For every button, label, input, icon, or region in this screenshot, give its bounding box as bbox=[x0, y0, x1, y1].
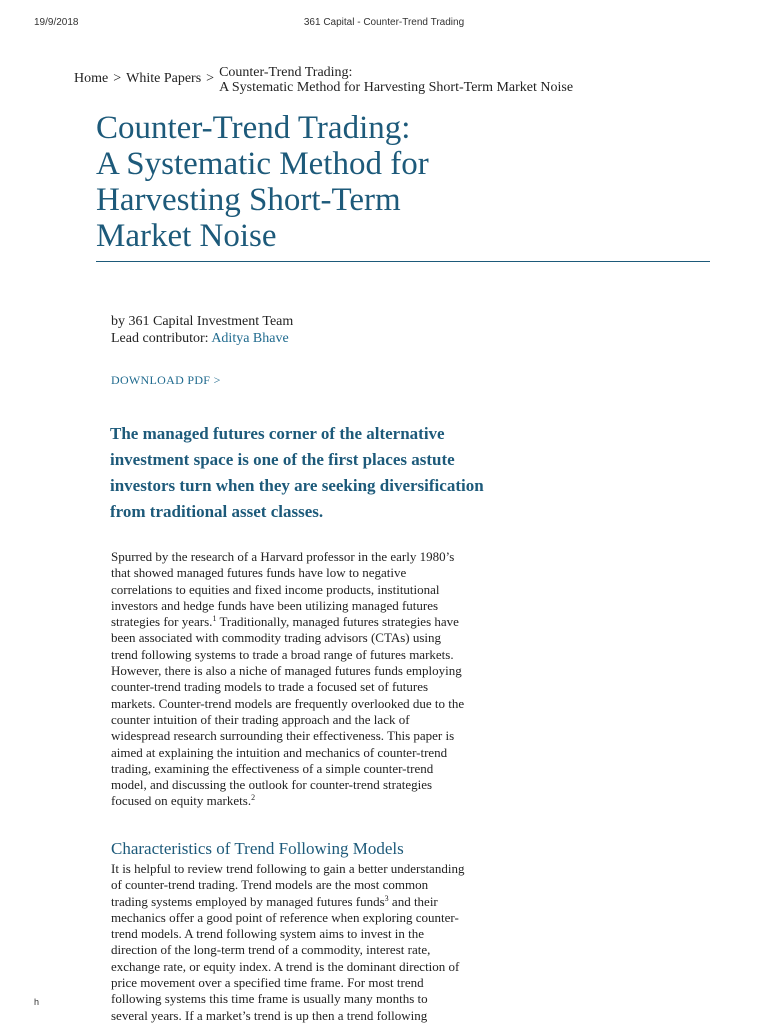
breadcrumb-separator: > bbox=[206, 71, 215, 86]
intro-line: investors turn when they are seeking diversification bbox=[110, 476, 484, 495]
page-title-line: Harvesting Short-Term bbox=[96, 182, 401, 218]
text-line: counter intuition of their trading approach and the lack of bbox=[111, 711, 410, 727]
text-line: of counter-trend trading. Trend models are the most common bbox=[111, 877, 429, 893]
paragraph-trend-following bbox=[111, 861, 541, 1024]
section-heading: Characteristics of Trend Following Models bbox=[111, 839, 404, 858]
lead-contributor-label: Lead contributor: bbox=[111, 331, 209, 346]
text-line: It is helpful to review trend following to gain a better understanding bbox=[111, 861, 465, 876]
intro-line: investment space is one of the first places astute bbox=[110, 450, 455, 469]
page-mark: h bbox=[34, 997, 40, 1007]
text-segment: and their bbox=[388, 893, 438, 909]
page-title-line: A Systematic Method for bbox=[96, 146, 429, 182]
text-line: several years. If a market’s trend is up then a trend following bbox=[111, 1007, 428, 1023]
text-line: trend models. A trend following system aims to invest in the bbox=[111, 926, 425, 942]
print-title: 361 Capital - Counter-Trend Trading bbox=[303, 17, 465, 28]
intro-line: The managed futures corner of the alternative bbox=[110, 424, 445, 443]
byline bbox=[111, 313, 293, 347]
text-line: been associated with commodity trading advisors (CTAs) using bbox=[111, 630, 442, 646]
text-line: investors and hedge funds have been utilizing managed futures bbox=[111, 597, 439, 613]
text-line bbox=[111, 614, 541, 630]
breadcrumb-home-link[interactable]: Home bbox=[74, 71, 109, 86]
footnote-2-link[interactable]: 2 bbox=[251, 793, 256, 803]
page-title bbox=[96, 110, 710, 262]
text-line: mechanics offer a good point of reference when exploring counter- bbox=[111, 909, 459, 925]
footnote-1-link[interactable]: 1 bbox=[212, 614, 217, 624]
text-line: trading, examining the effectiveness of a simple counter-trend bbox=[111, 760, 434, 776]
text-line: markets. Counter-trend models are frequently overlooked due to the bbox=[111, 695, 465, 711]
print-header bbox=[0, 17, 768, 31]
author-line: by 361 Capital Investment Team bbox=[111, 314, 294, 329]
text-line: correlations to equities and fixed income products, institutional bbox=[111, 581, 440, 597]
text-line bbox=[111, 793, 541, 809]
breadcrumb bbox=[74, 65, 573, 95]
download-pdf-link[interactable]: DOWNLOAD PDF > bbox=[111, 373, 221, 387]
text-line: Spurred by the research of a Harvard professor in the early 1980’s bbox=[111, 549, 455, 564]
breadcrumb-white-papers-link[interactable]: White Papers bbox=[126, 71, 202, 86]
text-segment: strategies for years. bbox=[111, 614, 213, 630]
intro-line: from traditional asset classes. bbox=[110, 502, 324, 521]
breadcrumb-current-line: Counter-Trend Trading: bbox=[219, 65, 353, 80]
page-title-line: Counter-Trend Trading: bbox=[96, 110, 411, 146]
paragraph-intro-body bbox=[111, 549, 541, 810]
text-segment: focused on equity markets. bbox=[111, 793, 252, 809]
lead-contributor-link[interactable]: Aditya Bhave bbox=[211, 331, 289, 346]
text-line bbox=[111, 894, 541, 910]
text-line: model, and discussing the outlook for counter-trend strategies bbox=[111, 777, 433, 793]
breadcrumb-current bbox=[219, 65, 573, 95]
text-line: widespread research surrounding their effectiveness. This paper is bbox=[111, 728, 455, 744]
print-date: 19/9/2018 bbox=[34, 17, 79, 28]
text-line: direction of the long-term trend of a commodity, interest rate, bbox=[111, 942, 431, 958]
text-line: counter-trend trading models to trade a focused set of futures bbox=[111, 679, 429, 695]
text-line: aimed at explaining the intuition and mechanics of counter-trend bbox=[111, 744, 448, 760]
lead-contributor-line bbox=[111, 330, 293, 347]
text-line: exchange rate, or equity index. A trend is the dominant direction of bbox=[111, 958, 460, 974]
page-title-line: Market Noise bbox=[96, 218, 277, 254]
intro-lead bbox=[110, 421, 530, 525]
text-segment: trading systems employed by managed futures funds bbox=[111, 893, 385, 909]
text-line: that showed managed futures funds have low to negative bbox=[111, 565, 407, 581]
text-line: trend following systems to trade a broad range of futures markets. bbox=[111, 646, 454, 662]
text-segment: Traditionally, managed futures strategies have bbox=[216, 614, 459, 630]
text-line: price movement over a specified time frame. For most trend bbox=[111, 975, 424, 991]
breadcrumb-separator: > bbox=[113, 71, 122, 86]
breadcrumb-current-line: A Systematic Method for Harvesting Short-Term Market Noise bbox=[219, 80, 574, 95]
text-line: However, there is also a niche of managed futures funds employing bbox=[111, 663, 462, 679]
text-line: following systems this time frame is usually many months to bbox=[111, 991, 428, 1007]
footnote-3-link[interactable]: 3 bbox=[384, 893, 389, 903]
